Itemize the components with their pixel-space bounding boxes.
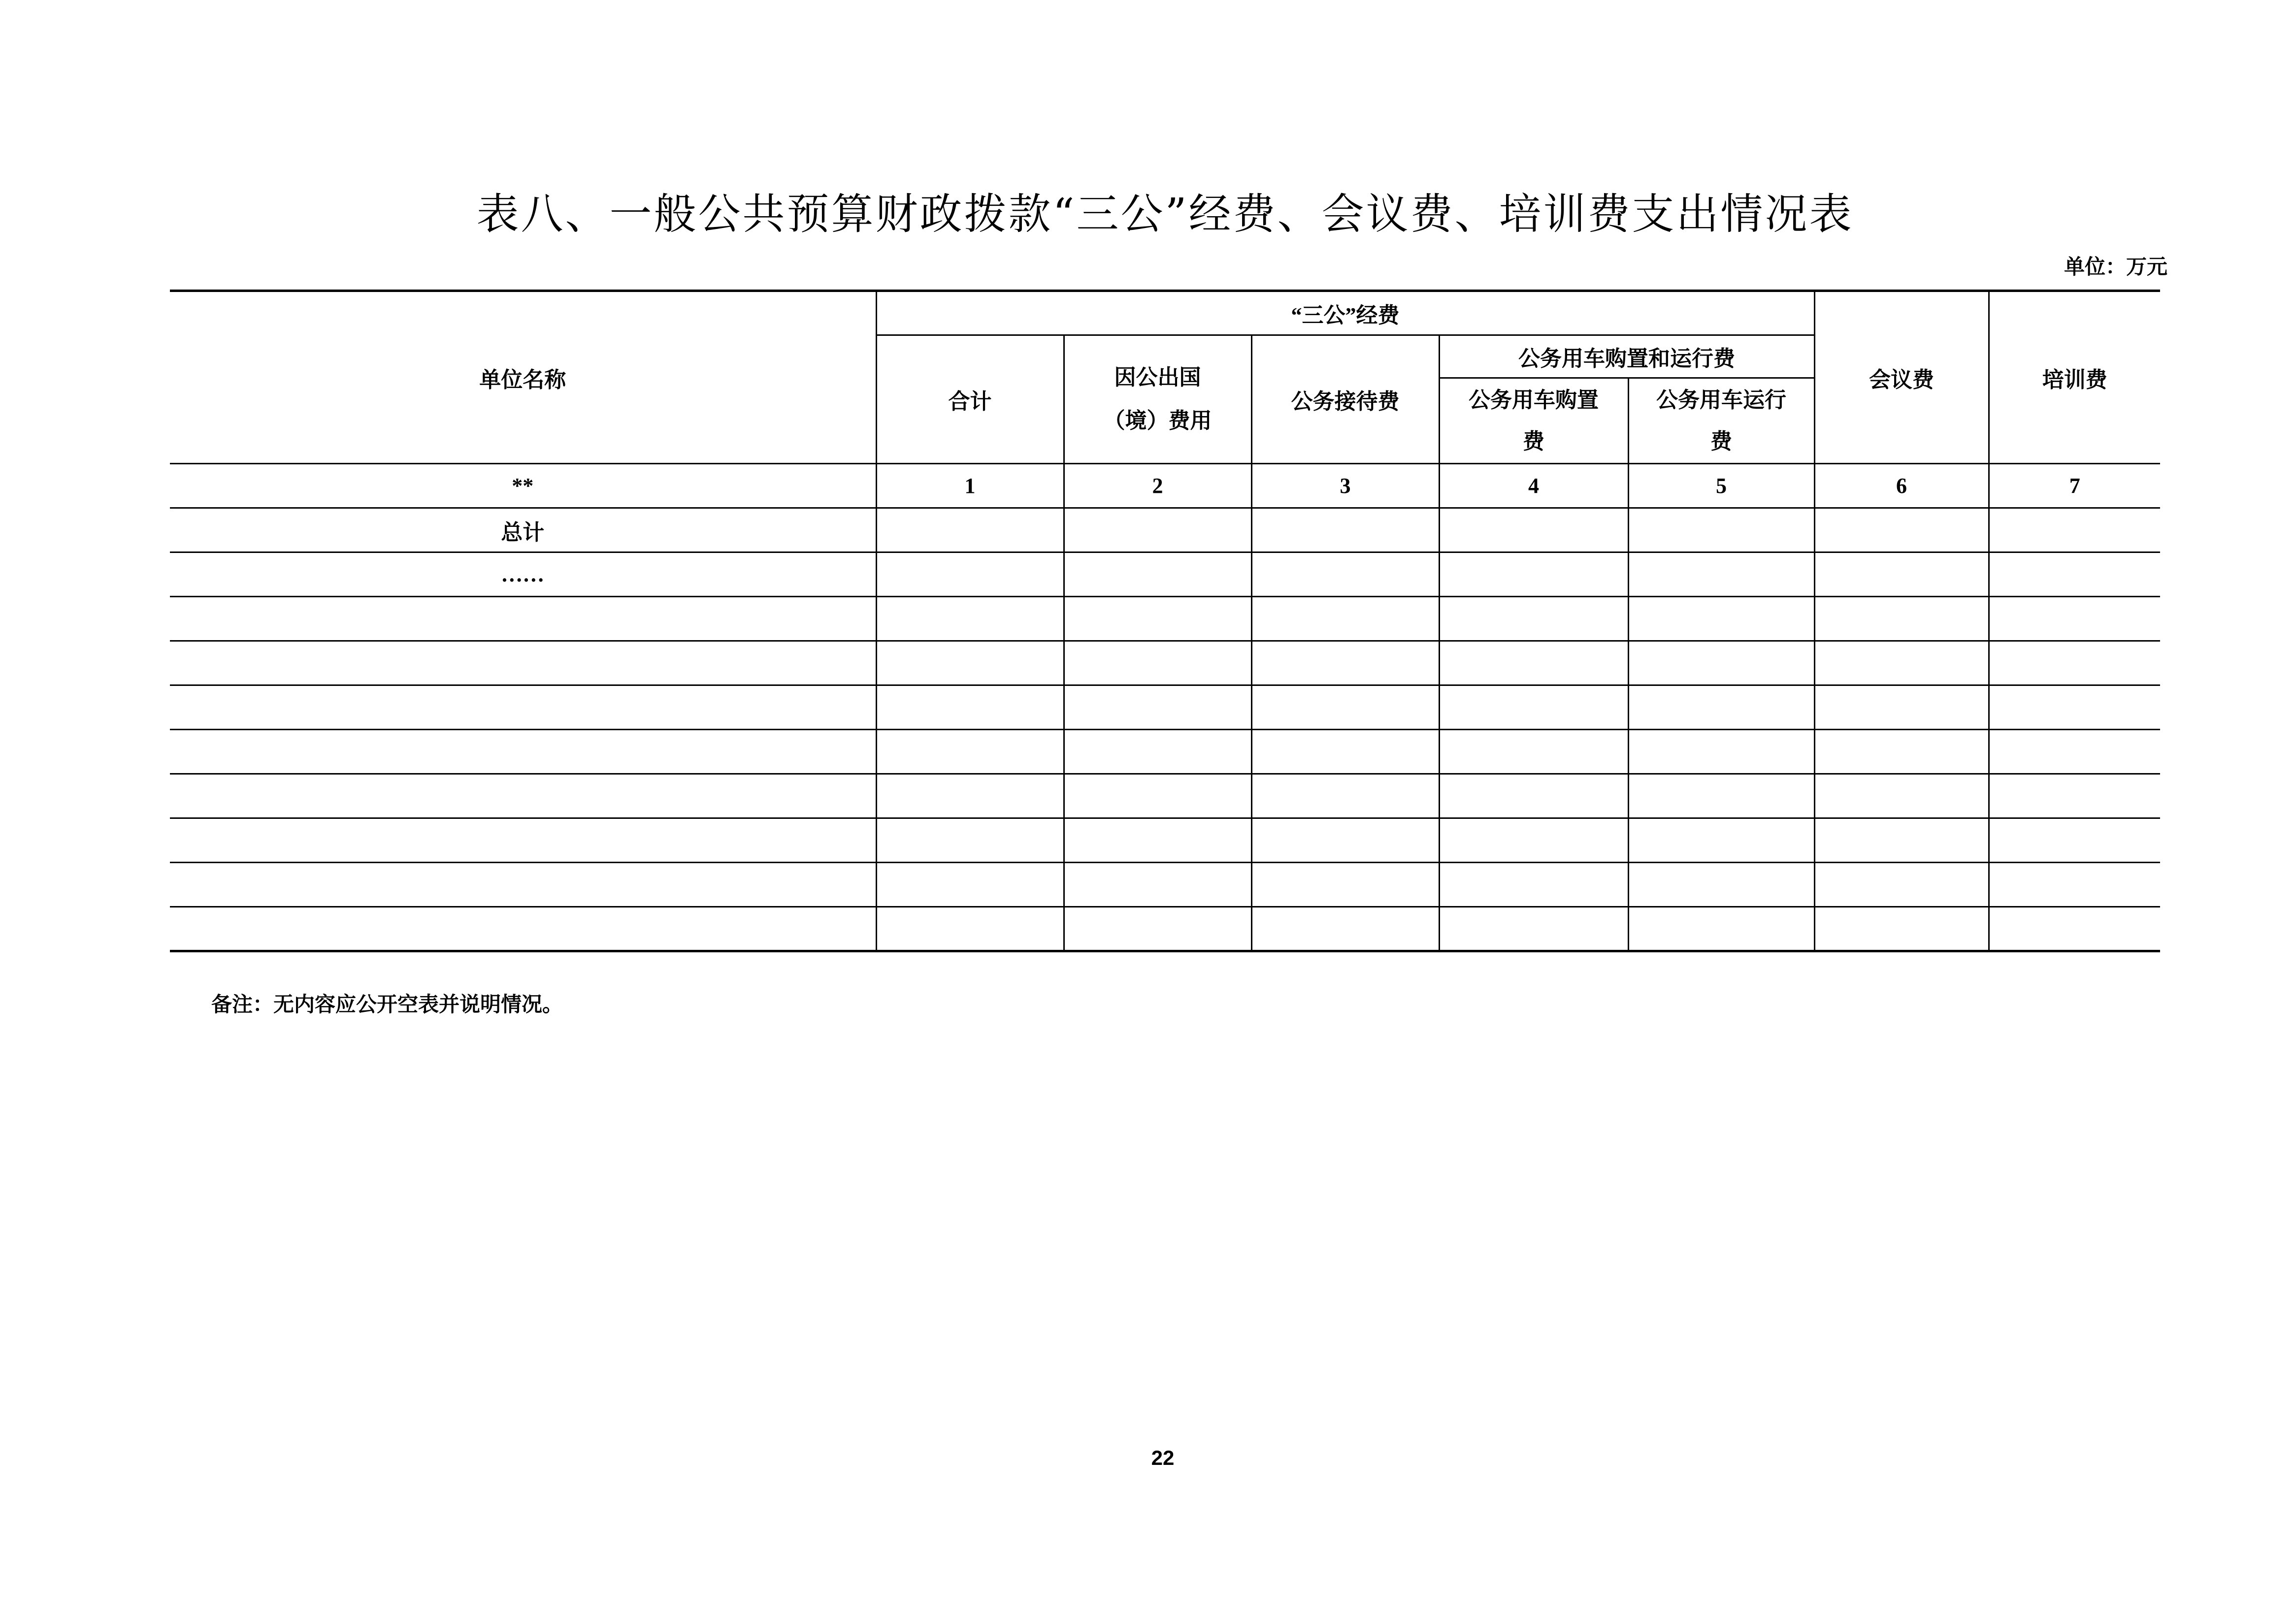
table-cell [1251, 508, 1439, 552]
table-cell [1439, 863, 1628, 907]
table-row [170, 597, 2160, 641]
table-cell [1064, 685, 1251, 730]
table-cell [1814, 774, 1989, 818]
table-cell [1251, 552, 1439, 597]
index-cell: ** [170, 464, 876, 508]
expense-table [170, 290, 2160, 952]
table-row [170, 818, 2160, 863]
table-row [170, 685, 2160, 730]
table-cell [1251, 597, 1439, 641]
header-vehicle-operation-line-1: 公务用车运行 [1656, 388, 1787, 412]
table-cell [876, 685, 1064, 730]
header-overseas-fee [1064, 335, 1251, 464]
table-row [170, 863, 2160, 907]
table-cell [1628, 863, 1814, 907]
table-cell [1064, 730, 1251, 774]
table-cell [1064, 774, 1251, 818]
row-label [170, 907, 876, 951]
table-cell [1989, 730, 2160, 774]
index-cell: 6 [1814, 464, 1989, 508]
header-vehicle-purchase-line-2: 费 [1523, 429, 1544, 454]
header-overseas-line-2: （境）费用 [1103, 409, 1212, 433]
table-cell [1439, 685, 1628, 730]
table-cell [1064, 863, 1251, 907]
table-cell [1814, 685, 1989, 730]
table-cell [876, 508, 1064, 552]
table-cell [876, 597, 1064, 641]
row-label [170, 597, 876, 641]
index-cell: 2 [1064, 464, 1251, 508]
table-cell [1439, 597, 1628, 641]
table-cell [1064, 641, 1251, 685]
table-cell [1251, 774, 1439, 818]
table-cell [1814, 863, 1989, 907]
page-number: 22 [1151, 1446, 1175, 1469]
header-total: 合计 [876, 335, 1064, 464]
table-cell [876, 774, 1064, 818]
table-cell [876, 907, 1064, 951]
table-cell [1439, 774, 1628, 818]
page-title: 表八、一般公共预算财政拨款“三公”经费、会议费、培训费支出情况表 [476, 190, 1854, 239]
table-cell [1989, 907, 2160, 951]
table-row-ellipsis [170, 552, 2160, 597]
table-cell [1439, 818, 1628, 863]
row-label [170, 730, 876, 774]
table-cell [1628, 641, 1814, 685]
header-vehicle-operation-fee [1628, 378, 1814, 464]
table-row [170, 774, 2160, 818]
table-cell [1628, 552, 1814, 597]
header-meeting-fee: 会议费 [1814, 291, 1989, 464]
table-cell [1814, 508, 1989, 552]
table-cell [1439, 508, 1628, 552]
table-cell [1064, 907, 1251, 951]
table-cell [1989, 508, 2160, 552]
index-cell: 4 [1439, 464, 1628, 508]
table-cell [1439, 552, 1628, 597]
table-cell [876, 730, 1064, 774]
row-label [170, 818, 876, 863]
index-cell: 5 [1628, 464, 1814, 508]
table-row [170, 730, 2160, 774]
table-cell [1251, 818, 1439, 863]
table-row-total [170, 508, 2160, 552]
header-vehicle-purchase-fee [1439, 378, 1628, 464]
table-cell [1251, 907, 1439, 951]
table-cell [876, 641, 1064, 685]
table-cell [1628, 907, 1814, 951]
table-cell [876, 552, 1064, 597]
row-label [170, 641, 876, 685]
table-cell [1064, 818, 1251, 863]
table-cell [1989, 597, 2160, 641]
table-cell [1989, 685, 2160, 730]
table-cell [1251, 685, 1439, 730]
row-label [170, 774, 876, 818]
table-cell [1814, 730, 1989, 774]
table-cell [1628, 597, 1814, 641]
header-three-public-group: “三公”经费 [876, 291, 1814, 335]
row-label: …… [170, 552, 876, 597]
header-vehicle-purchase-line-1: 公务用车购置 [1469, 388, 1599, 412]
index-cell: 3 [1251, 464, 1439, 508]
row-label: 总计 [170, 508, 876, 552]
table-cell [1989, 641, 2160, 685]
row-label [170, 863, 876, 907]
table-cell [1989, 774, 2160, 818]
table-cell [1439, 730, 1628, 774]
table-cell [1251, 730, 1439, 774]
table-cell [1439, 641, 1628, 685]
table-cell [1064, 552, 1251, 597]
table-cell [1989, 818, 2160, 863]
table-cell [1814, 818, 1989, 863]
table-cell [876, 863, 1064, 907]
table-cell [1251, 863, 1439, 907]
table-cell [1628, 508, 1814, 552]
header-overseas-line-1: 因公出国 [1114, 365, 1201, 389]
table-cell [1064, 597, 1251, 641]
row-label [170, 685, 876, 730]
header-vehicle-group: 公务用车购置和运行费 [1439, 335, 1814, 378]
table-cell [1628, 818, 1814, 863]
index-row [170, 464, 2160, 508]
table-cell [1064, 508, 1251, 552]
table-cell [1989, 552, 2160, 597]
index-cell: 1 [876, 464, 1064, 508]
footnote: 备注：无内容应公开空表并说明情况。 [211, 994, 563, 1016]
table-cell [1989, 863, 2160, 907]
header-training-fee: 培训费 [1989, 291, 2160, 464]
unit-label: 单位：万元 [2064, 256, 2167, 279]
table-cell [876, 818, 1064, 863]
index-cell: 7 [1989, 464, 2160, 508]
table-cell [1814, 552, 1989, 597]
table-cell [1814, 907, 1989, 951]
table-cell [1628, 730, 1814, 774]
table-cell [1628, 774, 1814, 818]
table-cell [1814, 641, 1989, 685]
table-cell [1628, 685, 1814, 730]
header-unit-name: 单位名称 [170, 291, 876, 464]
table-cell [1251, 641, 1439, 685]
table-row [170, 907, 2160, 951]
table-row [170, 641, 2160, 685]
header-row-1 [170, 291, 2160, 335]
header-vehicle-operation-line-2: 费 [1710, 429, 1733, 454]
header-reception-fee: 公务接待费 [1251, 335, 1439, 464]
table-cell [1814, 597, 1989, 641]
table-cell [1439, 907, 1628, 951]
